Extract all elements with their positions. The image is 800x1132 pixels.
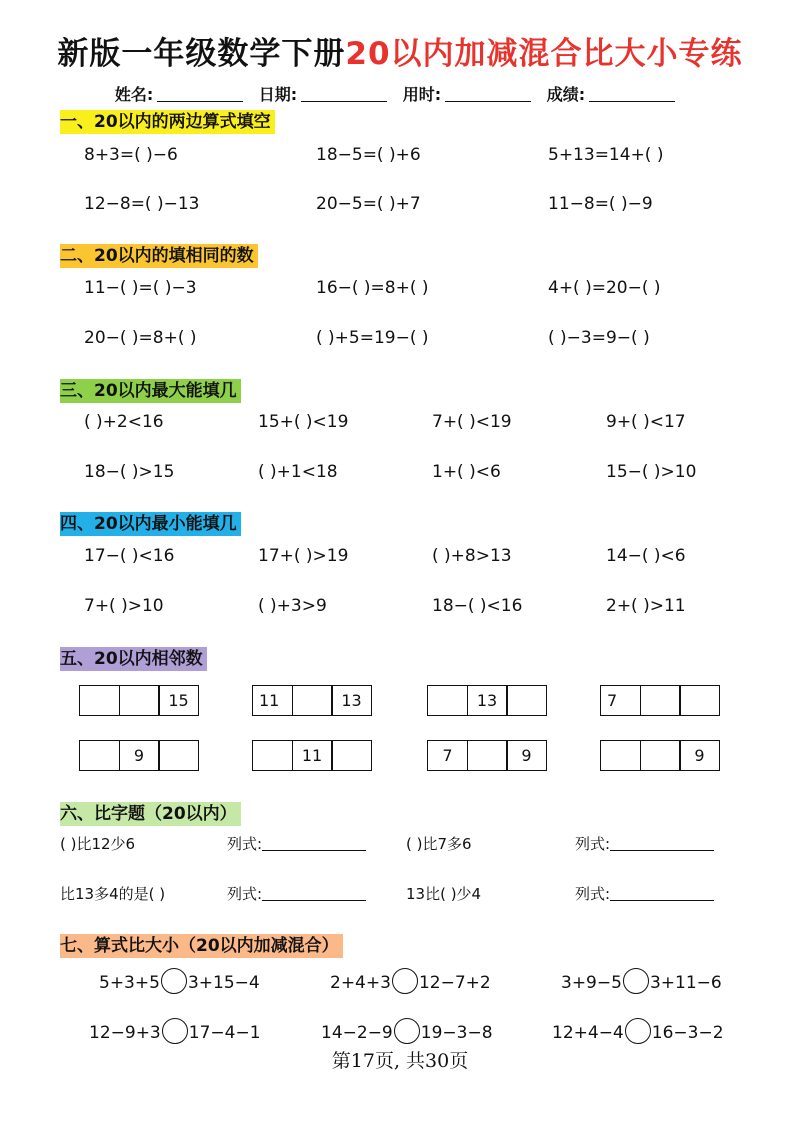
section-6-row-1	[0, 832, 800, 856]
number-box[interactable]: 9	[679, 740, 720, 771]
title-red: 20以内加减混合比大小专练	[345, 36, 743, 72]
neighbor-box-group	[252, 685, 372, 716]
number-box[interactable]	[679, 685, 720, 716]
number-box[interactable]	[158, 740, 199, 771]
right-expression: 3+15−4	[187, 973, 260, 993]
compare-circle[interactable]	[623, 968, 649, 994]
neighbor-box-group	[427, 685, 547, 716]
number-box[interactable]: 13	[467, 685, 508, 716]
equation[interactable]: 18−5=( )+6	[316, 145, 421, 165]
right-expression: 17−4−1	[188, 1023, 261, 1043]
left-expression: 3+9−5	[561, 973, 622, 993]
comparison	[561, 968, 722, 995]
equation-label: 列式:	[575, 885, 611, 903]
neighbor-box-group	[79, 685, 199, 716]
number-box[interactable]: 15	[158, 685, 199, 716]
inequality[interactable]: 15−( )>10	[606, 462, 697, 482]
equation[interactable]: 4+( )=20−( )	[548, 278, 661, 298]
page-footer: 第17页, 共30页	[331, 1050, 469, 1072]
number-box[interactable]	[119, 685, 160, 716]
compare-circle[interactable]	[162, 1018, 188, 1044]
score-label: 成绩:	[546, 85, 586, 104]
equation[interactable]: 12−8=( )−13	[84, 194, 200, 214]
compare-circle[interactable]	[392, 968, 418, 994]
section-2-row-2	[0, 326, 800, 350]
answer-line[interactable]	[610, 886, 714, 901]
number-box[interactable]: 11	[292, 740, 333, 771]
equation-label: 列式:	[227, 885, 263, 903]
inequality[interactable]: 17+( )>19	[258, 546, 349, 566]
inequality[interactable]: 18−( )>15	[84, 462, 175, 482]
number-box[interactable]	[331, 740, 372, 771]
neighbor-box-group	[252, 740, 372, 771]
name-blank[interactable]	[157, 87, 243, 102]
answer-line[interactable]	[262, 886, 366, 901]
section-1-row-2	[0, 192, 800, 216]
inequality[interactable]: 2+( )>11	[606, 596, 686, 616]
section-4-row-2	[0, 594, 800, 618]
equation[interactable]: ( )+5=19−( )	[316, 328, 429, 348]
number-box[interactable]	[79, 685, 120, 716]
equation[interactable]: 5+13=14+( )	[548, 145, 664, 165]
comparison	[330, 968, 491, 995]
student-info-line	[0, 82, 800, 105]
equation-answer[interactable]	[575, 832, 714, 856]
inequality[interactable]: ( )+2<16	[84, 412, 164, 432]
inequality[interactable]: ( )+3>9	[258, 596, 327, 616]
inequality[interactable]: 7+( )>10	[84, 596, 164, 616]
section-3-row-1	[0, 410, 800, 434]
equation[interactable]: 20−( )=8+( )	[84, 328, 197, 348]
equation[interactable]: 11−8=( )−9	[548, 194, 653, 214]
name-label: 姓名:	[114, 85, 154, 104]
right-expression: 3+11−6	[649, 973, 722, 993]
neighbor-box-group	[427, 740, 547, 771]
inequality[interactable]: ( )+1<18	[258, 462, 338, 482]
equation-label: 列式:	[575, 835, 611, 853]
word-problem: 13比( )少4	[406, 885, 482, 903]
left-expression: 14−2−9	[321, 1023, 393, 1043]
equation-label: 列式:	[227, 835, 263, 853]
number-box[interactable]: 13	[331, 685, 372, 716]
section-6-row-2	[0, 882, 800, 906]
time-label: 用时:	[402, 85, 442, 104]
score-blank[interactable]	[589, 87, 675, 102]
comparison	[89, 1018, 261, 1045]
right-expression: 12−7+2	[418, 973, 491, 993]
section-7-row-1	[0, 968, 800, 992]
right-expression: 19−3−8	[420, 1023, 493, 1043]
equation[interactable]: 20−5=( )+7	[316, 194, 421, 214]
answer-line[interactable]	[610, 836, 714, 851]
inequality[interactable]: ( )+8>13	[432, 546, 512, 566]
section-7-header: 七、算式比大小（20以内加减混合）	[60, 934, 343, 958]
section-5-header: 五、20以内相邻数	[60, 647, 207, 671]
section-1-header: 一、20以内的两边算式填空	[60, 110, 275, 134]
answer-line[interactable]	[262, 836, 366, 851]
title-black: 新版一年级数学下册	[57, 36, 346, 72]
number-box[interactable]	[640, 685, 681, 716]
compare-circle[interactable]	[625, 1018, 651, 1044]
number-box[interactable]: 7	[427, 740, 468, 771]
comparison	[552, 1018, 724, 1045]
neighbor-box-group	[79, 740, 199, 771]
inequality[interactable]: 14−( )<6	[606, 546, 686, 566]
compare-circle[interactable]	[394, 1018, 420, 1044]
comparison	[99, 968, 260, 995]
equation[interactable]: 11−( )=( )−3	[84, 278, 197, 298]
comparison	[321, 1018, 493, 1045]
number-box[interactable]	[252, 740, 293, 771]
inequality[interactable]: 18−( )<16	[432, 596, 523, 616]
number-box[interactable]	[506, 685, 547, 716]
neighbor-box-group	[600, 685, 720, 716]
equation[interactable]: 8+3=( )−6	[84, 145, 178, 165]
time-blank[interactable]	[445, 87, 531, 102]
inequality[interactable]: 17−( )<16	[84, 546, 175, 566]
inequality[interactable]: 9+( )<17	[606, 412, 686, 432]
section-3-header: 三、20以内最大能填几	[60, 379, 241, 403]
equation-answer[interactable]	[575, 882, 714, 906]
number-box[interactable]	[640, 740, 681, 771]
number-box[interactable]	[600, 740, 641, 771]
section-2-header: 二、20以内的填相同的数	[60, 244, 258, 268]
word-problem: ( )比12少6	[60, 835, 136, 853]
number-box[interactable]	[467, 740, 508, 771]
section-1-row-1	[0, 143, 800, 167]
word-problem: 比13多4的是( )	[60, 885, 166, 903]
equation[interactable]: ( )−3=9−( )	[548, 328, 650, 348]
left-expression: 12+4−4	[552, 1023, 624, 1043]
right-expression: 16−3−2	[651, 1023, 724, 1043]
number-box[interactable]: 11	[252, 685, 293, 716]
inequality[interactable]: 15+( )<19	[258, 412, 349, 432]
left-expression: 12−9+3	[89, 1023, 161, 1043]
left-expression: 2+4+3	[330, 973, 391, 993]
inequality[interactable]: 1+( )<6	[432, 462, 501, 482]
number-box[interactable]	[79, 740, 120, 771]
left-expression: 5+3+5	[99, 973, 160, 993]
compare-circle[interactable]	[161, 968, 187, 994]
number-box[interactable]	[427, 685, 468, 716]
section-4-header: 四、20以内最小能填几	[60, 512, 241, 536]
section-4-row-1	[0, 544, 800, 568]
date-label: 日期:	[258, 85, 298, 104]
section-2-row-1	[0, 276, 800, 300]
page-title	[0, 28, 800, 73]
section-3-row-2	[0, 460, 800, 484]
equation-answer[interactable]	[227, 882, 366, 906]
equation-answer[interactable]	[227, 832, 366, 856]
inequality[interactable]: 7+( )<19	[432, 412, 512, 432]
word-problem: ( )比7多6	[406, 835, 472, 853]
number-box[interactable]: 7	[600, 685, 641, 716]
equation[interactable]: 16−( )=8+( )	[316, 278, 429, 298]
section-6-header: 六、比字题（20以内）	[60, 802, 241, 826]
number-box[interactable]	[292, 685, 333, 716]
section-7-row-2	[0, 1018, 800, 1042]
number-box[interactable]: 9	[119, 740, 160, 771]
date-blank[interactable]	[301, 87, 387, 102]
number-box[interactable]: 9	[506, 740, 547, 771]
neighbor-box-group	[600, 740, 720, 771]
